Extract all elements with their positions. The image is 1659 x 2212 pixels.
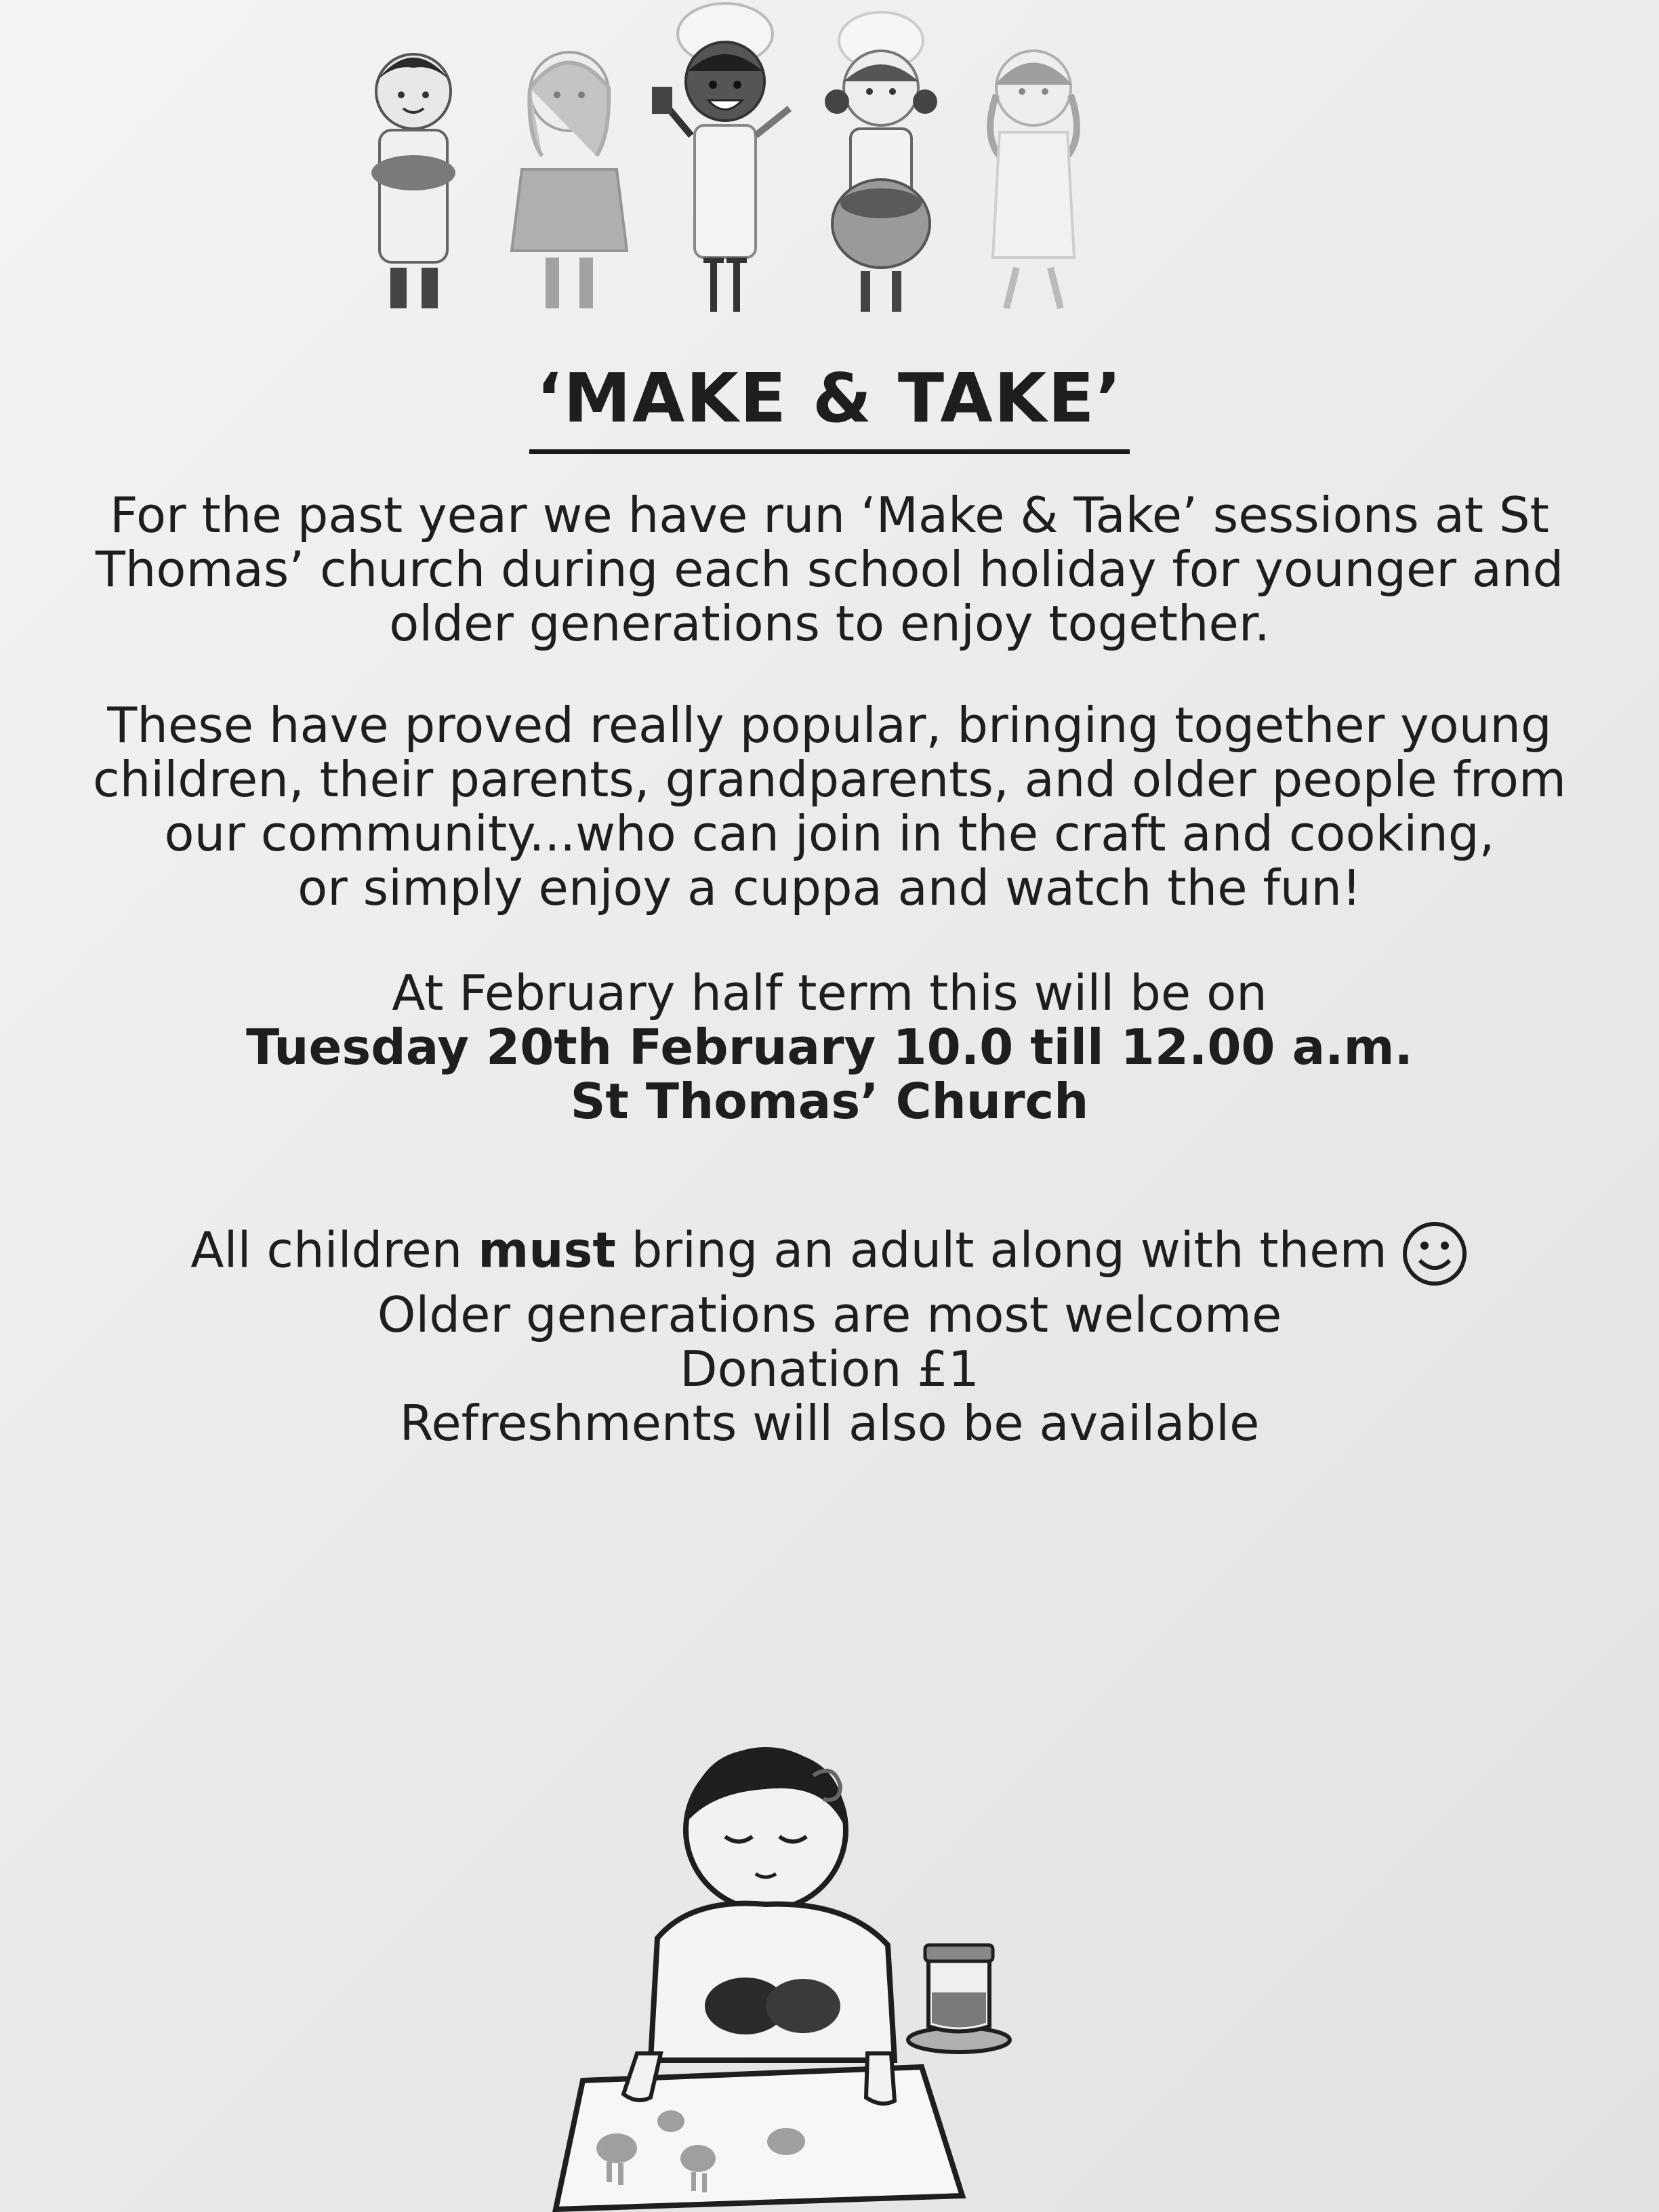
intro-line: older generations to enjoy together. — [389, 595, 1270, 652]
title-container — [0, 359, 1659, 454]
popular-line: children, their parents, grandparents, and older people from — [92, 751, 1567, 808]
event-lead: At February half term this will be on — [392, 964, 1267, 1021]
chef-child-3 — [652, 3, 790, 312]
intro-line: Thomas’ church during each school holiday for younger and — [95, 541, 1564, 598]
smiley-face-icon — [1401, 1220, 1469, 1288]
event-venue: St Thomas’ Church — [570, 1073, 1089, 1130]
chef-child-1 — [371, 54, 455, 308]
child-handprint-illustration — [542, 1735, 1071, 2212]
children-chefs-illustration — [339, 0, 1179, 325]
chef-child-2 — [512, 52, 627, 308]
notes-block — [0, 1220, 1659, 1450]
children-note-post: bring an adult along with them — [615, 1221, 1387, 1279]
event-datetime: Tuesday 20th February 10.0 till 12.00 a.m. — [246, 1019, 1413, 1076]
children-note — [0, 1220, 1659, 1288]
donation-note: Donation £1 — [680, 1340, 979, 1397]
refreshments-note: Refreshments will also be available — [399, 1395, 1260, 1452]
popular-line: our community...who can join in the craft and cooking, — [164, 805, 1495, 862]
children-note-must: must — [478, 1221, 616, 1279]
intro-line: For the past year we have run ‘Make & Take’ sessions at St — [110, 487, 1549, 544]
popular-line: These have proved really popular, bringing together young — [107, 697, 1552, 754]
children-note-pre: All children — [190, 1221, 478, 1279]
older-generations-note: Older generations are most welcome — [377, 1286, 1282, 1343]
event-details — [0, 966, 1659, 1128]
chef-child-5 — [990, 51, 1077, 308]
flyer-title: ‘MAKE & TAKE’ — [529, 359, 1129, 454]
intro-paragraph — [0, 488, 1659, 651]
popular-paragraph — [0, 698, 1659, 915]
chef-child-4 — [825, 12, 937, 312]
popular-line: or simply enjoy a cuppa and watch the fun! — [298, 859, 1361, 916]
